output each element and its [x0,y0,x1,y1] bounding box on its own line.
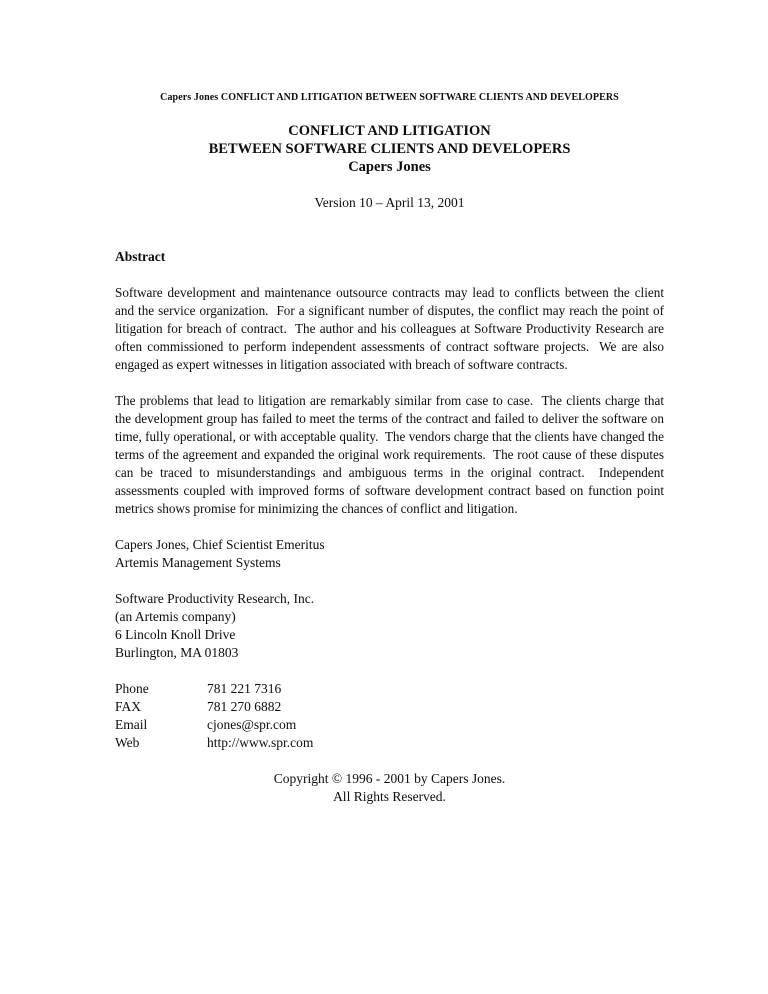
abstract-paragraph: Software development and maintenance outsource contracts may lead to conflicts between the client and the service organization. For a significant number of disputes, the conflict may reach the point of litigation for breach of contract. The author and his colleagues at Software Productivity Research are often commissioned to perform independent assessments of contract software projects. We are also engaged as expert witnesses in litigation associated with breach of software contracts. [115,285,664,372]
contact-row-email [115,716,664,734]
web-value: http://www.spr.com [207,735,314,750]
fax-value: 781 270 6882 [207,699,282,714]
web-label: Web [115,735,140,750]
problems-paragraph: The problems that lead to litigation are remarkably similar from case to case. The clients charge that the development group has failed to meet the terms of the contract and failed to deliver the software on time, fully operational, or with acceptable quality. The vendors charge that the clients have changed the terms of the agreement and expanded the original work requirements. The root cause of these disputes can be traced to misunderstandings and ambiguous terms in the original contract. Independent assessments coupled with improved forms of software development contract based on function point metrics shows promise for minimizing the chances of conflict and litigation. [115,393,664,516]
fax-label: FAX [115,699,142,714]
contact-list [115,680,664,752]
abstract-heading: Abstract [115,249,166,264]
signature-block [115,536,664,572]
address-parent-company: (an Artemis company) [115,609,236,624]
document-title-line-1: CONFLICT AND LITIGATION [288,123,491,139]
phone-label: Phone [115,681,149,696]
document-title-line-2: BETWEEN SOFTWARE CLIENTS AND DEVELOPERS [208,141,571,157]
signature-company: Artemis Management Systems [115,555,281,570]
email-value: cjones@spr.com [207,717,297,732]
address-company: Software Productivity Research, Inc. [115,591,315,606]
signature-name-title: Capers Jones, Chief Scientist Emeritus [115,537,325,552]
rights-reserved-line: All Rights Reserved. [333,789,446,804]
copyright-line: Copyright © 1996 - 2001 by Capers Jones. [273,771,506,786]
document-author: Capers Jones [348,159,431,175]
copyright-block [115,770,664,806]
version-line: Version 10 – April 13, 2001 [314,195,465,210]
address-street: 6 Lincoln Knoll Drive [115,627,236,642]
address-block [115,590,664,662]
phone-value: 781 221 7316 [207,681,282,696]
email-label: Email [115,717,148,732]
address-city-state-zip: Burlington, MA 01803 [115,645,239,660]
contact-row-fax [115,698,664,716]
contact-row-web [115,734,664,752]
title-block [115,122,664,176]
running-header: Capers Jones CONFLICT AND LITIGATION BETWEEN SOFTWARE CLIENTS AND DEVELOPERS [160,92,619,103]
contact-row-phone [115,680,664,698]
